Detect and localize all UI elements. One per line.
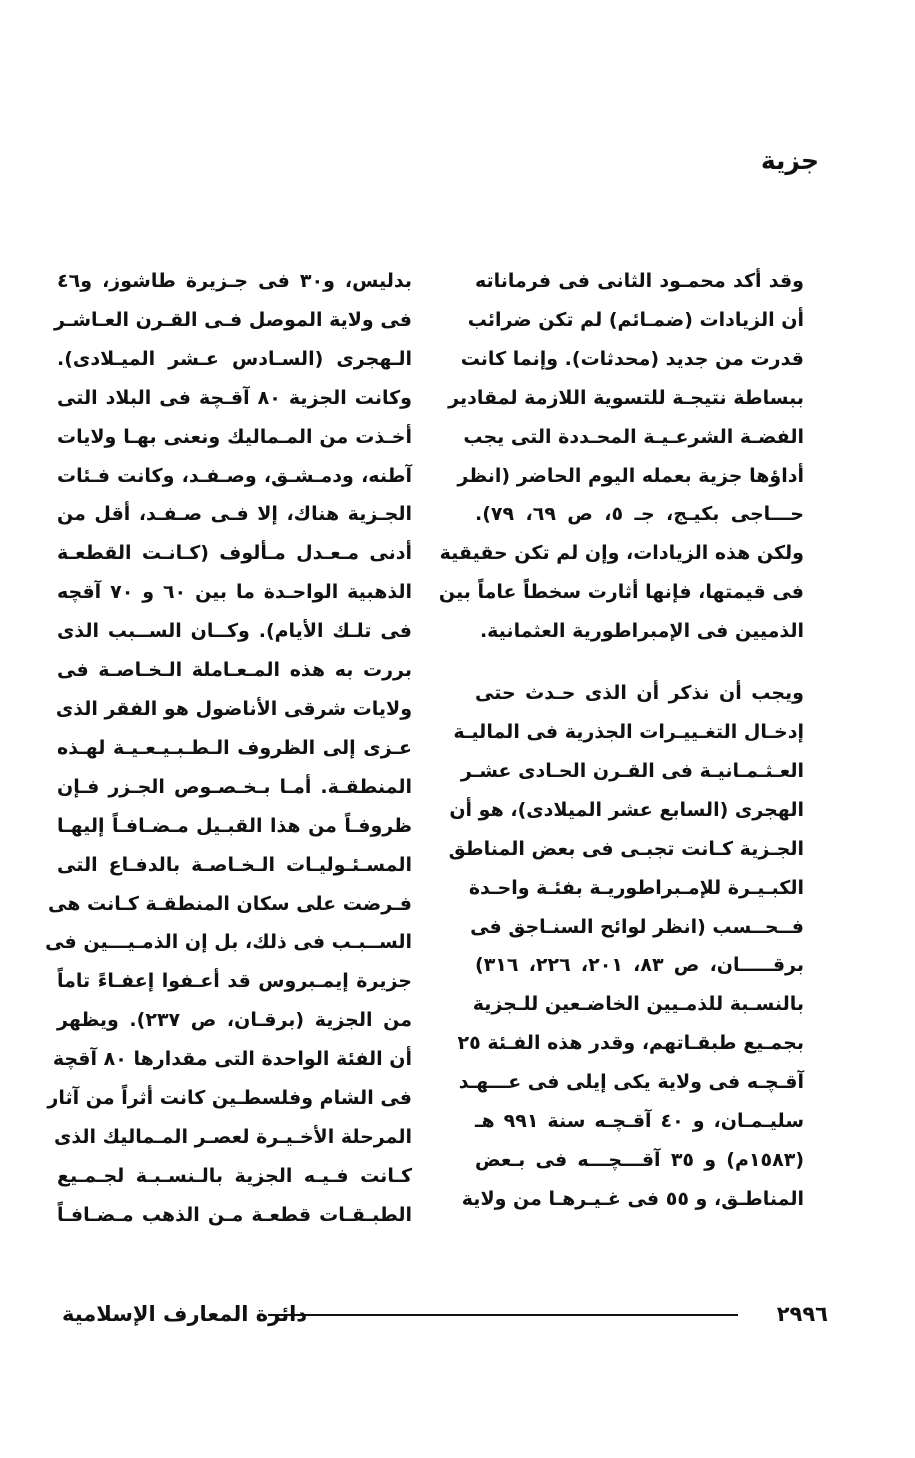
text-line: فى ولاية الموصل فـى القـرن العـاشـر <box>54 308 412 331</box>
text-line: ولايات شرقى الأناضول هو الفقر الذى <box>55 697 412 720</box>
text-line: أخـذت من المـماليك ونعنى بهـا ولايات <box>57 425 412 448</box>
text-line: الفضـة الشرعـيـة المحـددة التى يجب <box>463 425 804 448</box>
text-line: بدليس، و٣٠ فى جـزيرة طاشوز، و٤٦ <box>57 270 412 292</box>
footer-divider <box>268 1314 738 1316</box>
text-line: جزيرة إيمـبروس قد أعـفوا إعفـاءً تاماً <box>57 970 412 993</box>
paragraph <box>438 262 830 651</box>
text-line: آطنه، ودمـشـق، وصـفـد، وكانت فـئات <box>57 464 412 487</box>
page-footer <box>62 1296 828 1332</box>
text-column-left <box>45 262 412 1235</box>
text-line: وكانت الجزية ٨٠ آقـچة فى البلاد التى <box>57 386 412 409</box>
text-line: الطبـقـات قطعـة مـن الذهب مـضـافـاً <box>57 1203 412 1226</box>
text-line: الـهجرى (السـادس عـشر الميـلادى). <box>57 347 412 370</box>
paragraph <box>448 674 830 1219</box>
text-line: ويجب أن نذكر أن الذى حـدث حتى <box>475 682 804 705</box>
text-line: كـانت فـيـه الجزية بالـنسـبـة لجـمـيع <box>57 1164 412 1187</box>
text-line: حـــاجى بكيـج، جـ ٥، ص ٦٩، ٧٩). <box>475 503 804 526</box>
paragraph <box>45 262 412 1235</box>
text-line: قدرت من جديد (محدثات). وإنما كانت <box>460 347 804 370</box>
text-line: الجـزية هناك، إلا فـى صـفـد، أقل من <box>57 503 412 526</box>
text-line: بجمـيع طبقـاتهم، وقدر هذه الفـئة ٢٥ <box>457 1032 804 1055</box>
text-line: الذميين فى الإمبراطورية العثمانية. <box>479 620 804 643</box>
page-number: ٢٩٩٦ <box>776 1302 828 1326</box>
text-line: الكبـيـرة للإمـبراطوريـة بفئـة واحـدة <box>468 876 804 899</box>
text-line: العـثـمـانيـة فى القـرن الحـادى عشـر <box>460 759 804 782</box>
text-line: بررت به هذه المـعـاملة الـخـاصـة فى <box>57 659 412 682</box>
text-line: الســبـب فى ذلك، بل إن الذمـيـــين فى <box>45 931 412 954</box>
text-line: ولكن هذه الزيادات، وإن لم تكن حقيقية <box>439 542 804 565</box>
text-line: فــحــسب (انظر لوائح السنـاجق فى <box>470 915 804 938</box>
publication-title: دائرة المعارف الإسلامية <box>62 1302 308 1326</box>
text-line: سليـمـان، و ٤٠ آقـچـه سنة ٩٩١ هـ <box>475 1110 804 1133</box>
text-line: إدخـال التغـييـرات الجذرية فى الماليـة <box>453 720 804 743</box>
text-line: الهجرى (السابع عشر الميلادى)، هو أن <box>449 798 804 821</box>
text-line: عـزى إلى الظروف الـطـبـيـعـيـة لهـذه <box>57 736 412 759</box>
text-column-right <box>438 262 830 1219</box>
text-line: أدنى مـعـدل مـألوف (كـانـت القطعـة <box>57 542 412 565</box>
text-line: أداؤها جزية بعمله اليوم الحاضر (انظر <box>457 464 804 487</box>
text-line: فـرضت على سكان المنطقـة كـانت هى <box>47 892 412 915</box>
text-line: ببساطة نتيجـة للتسوية اللازمة لمقادير <box>448 386 804 409</box>
text-line: أن الفئة الواحدة التى مقدارها ٨٠ آقچة <box>52 1048 412 1071</box>
text-line: المسـئـوليـات الـخـاصـة بالدفـاع التى <box>57 853 412 876</box>
text-line: بالنسـبة للذمـيين الخاضـعين للـجزية <box>472 993 804 1016</box>
text-line: من الجزية (برقـان، ص ٢٣٧). ويظهر <box>57 1009 412 1032</box>
text-line: آقـچـه فى ولاية يكى إيلى فى عـــهـد <box>458 1071 804 1094</box>
text-line: المناطـق، و ٥٥ فى غـيـرهـا من ولاية <box>461 1187 804 1210</box>
text-line: فى تلـك الأيام). وكــان الســبب الذى <box>57 620 412 643</box>
text-line: المنطقـة. أمـا بـخـصـوص الجـزر فـإن <box>57 775 412 798</box>
text-line: (١٥٨٣م) و ٣٥ آقـــچـــه فى بـعض <box>475 1148 804 1171</box>
text-line: فى قيمتها، فإنها أثارت سخطاً عاماً بين <box>438 581 804 604</box>
text-line: المرحلة الأخـيـرة لعصـر المـماليك الذى <box>53 1125 412 1148</box>
text-line: وقد أكد محمـود الثانى فى فرماناته <box>475 270 804 292</box>
text-line: الجـزية كـانت تجبـى فى بعض المناطق <box>448 837 804 860</box>
text-line: برقـــــان، ص ٨٣، ٢٠١، ٢٢٦، ٣١٦) <box>475 954 804 977</box>
text-line: الذهبية الواحـدة ما بين ٦٠ و ٧٠ آقچه <box>57 581 412 604</box>
text-line: ظروفـاً من هذا القبـيل مـضـافـاً إليهـا <box>57 814 412 837</box>
running-header-title: جزية <box>760 146 819 175</box>
text-line: فى الشام وفلسطـين كانت أثراً من آثار <box>47 1087 412 1110</box>
text-line: أن الزيادات (ضمـائم) لم تكن ضرائب <box>467 308 804 331</box>
